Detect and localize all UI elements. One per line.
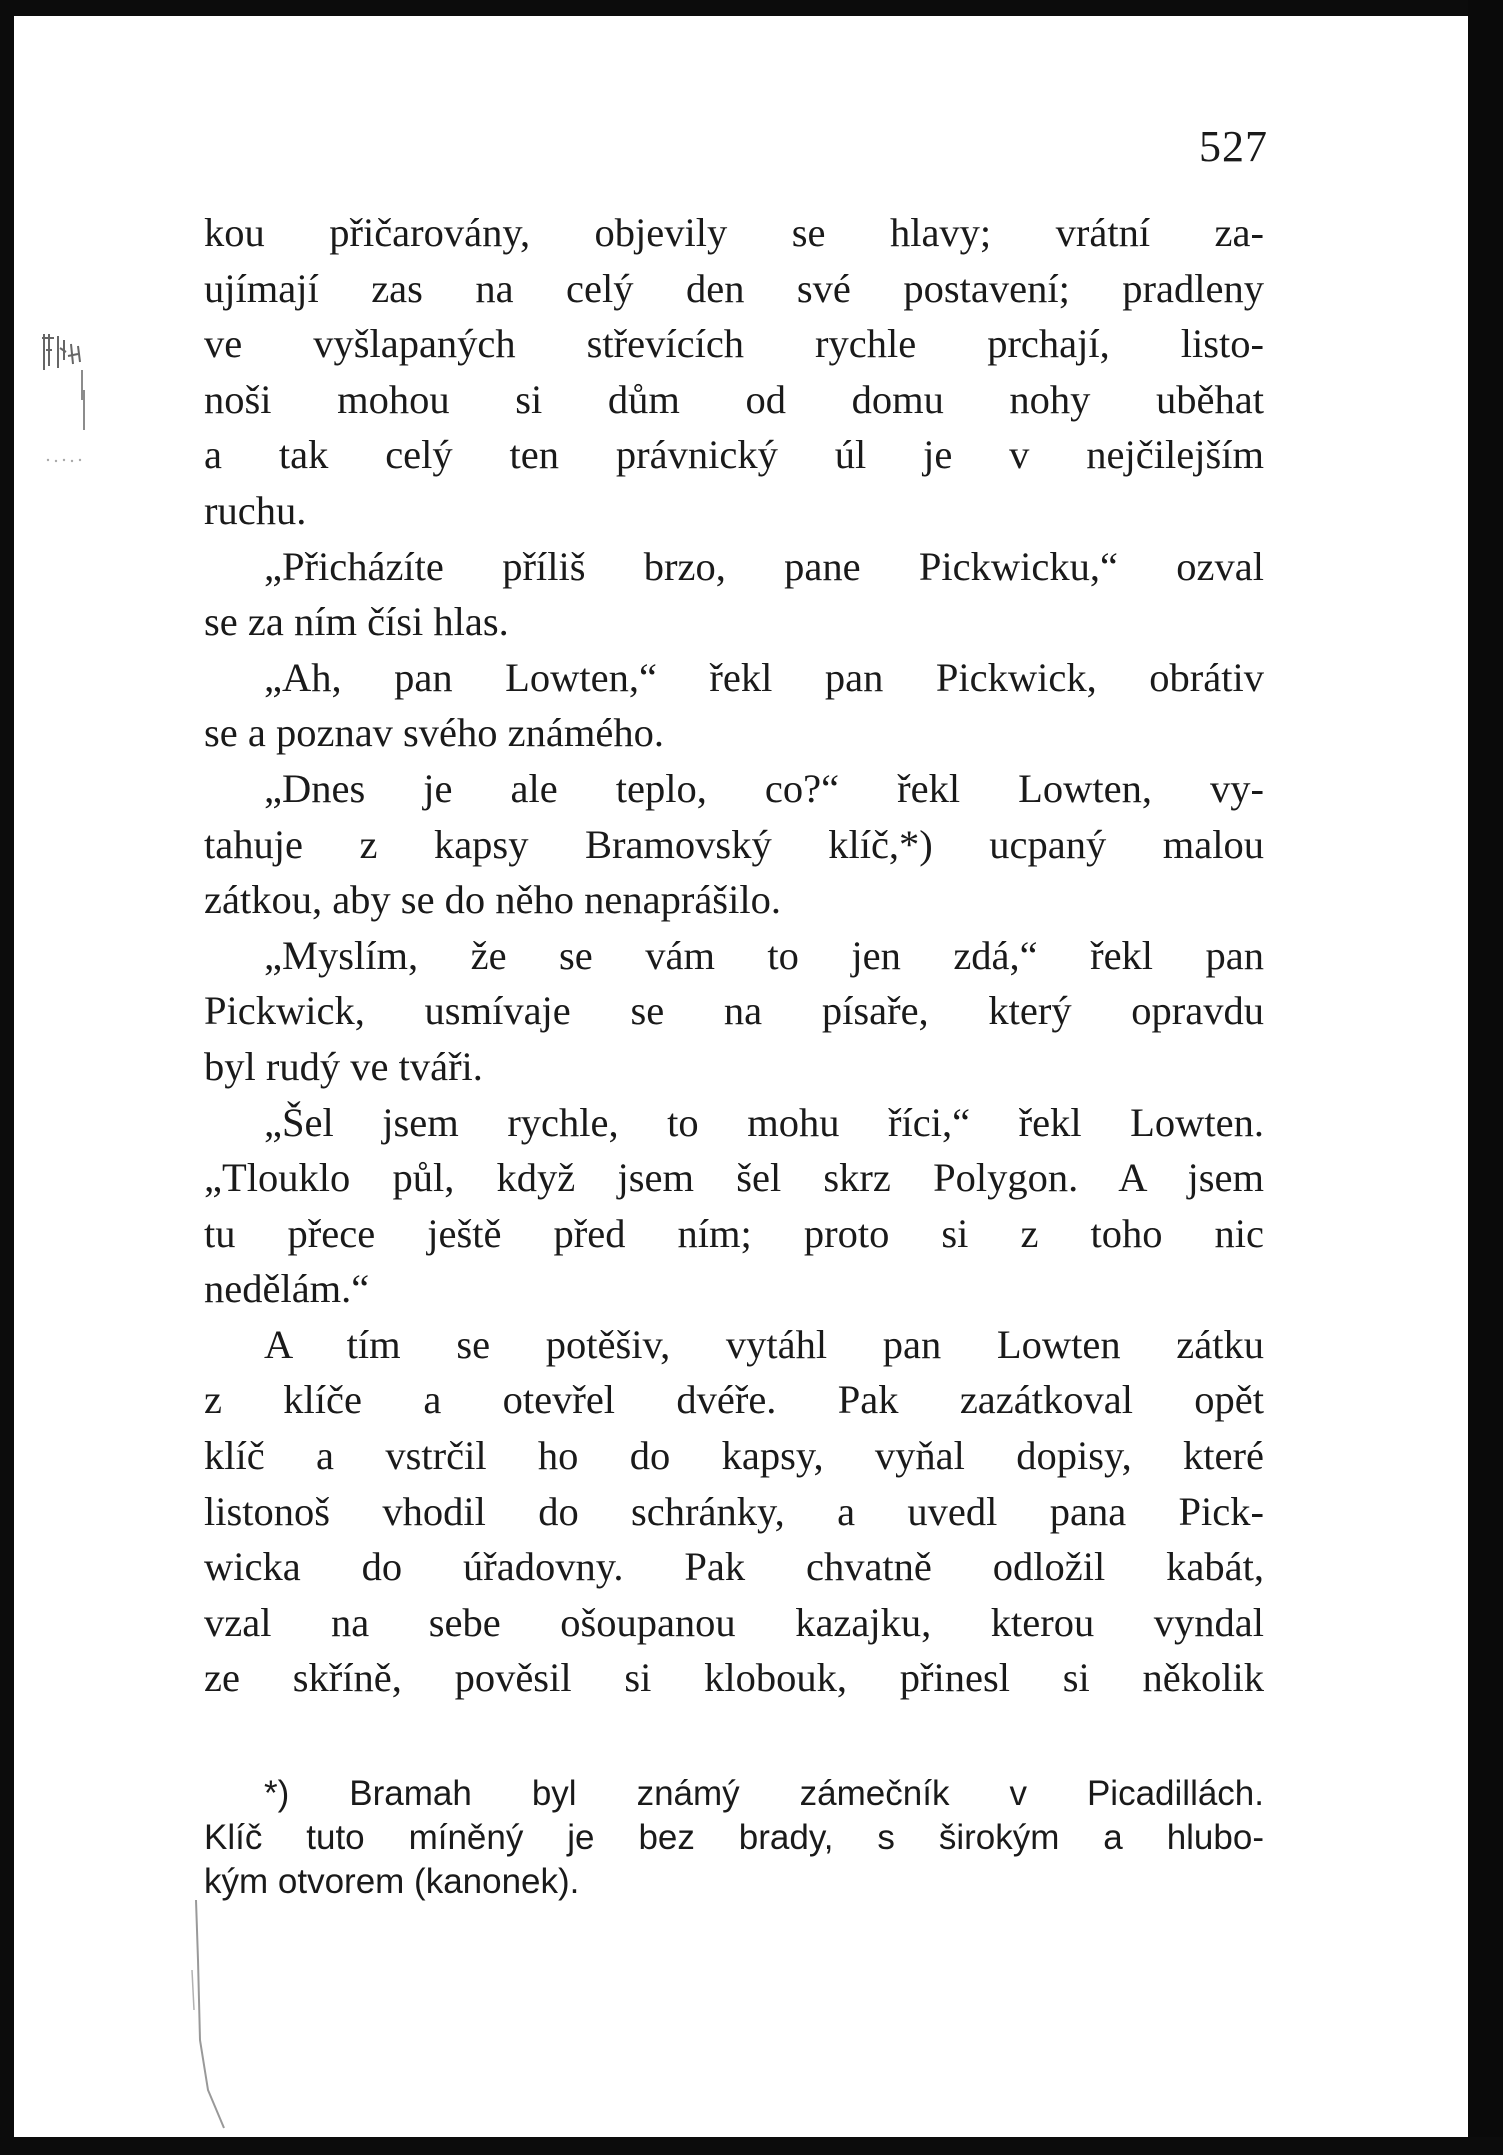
text-line: „Šel jsem rychle, to mohu říci,“ řekl Lowten. — [264, 1099, 1264, 1145]
text-line: se a poznav svého známého. — [204, 710, 664, 756]
scan-border-top — [0, 0, 1503, 16]
scan-border-bottom — [0, 2137, 1503, 2155]
text-line: ze skříně, pověsil si klobouk, přinesl si několik — [204, 1655, 1264, 1701]
text-line: nedělám.“ — [204, 1266, 370, 1312]
text-line: „Dnes je ale teplo, co?“ řekl Lowten, vy- — [264, 765, 1264, 811]
scan-border-left — [0, 0, 14, 2155]
text-line: „Myslím, že se vám to jen zdá,“ řekl pan — [264, 932, 1264, 978]
footnote-line: Klíč tuto míněný je bez brady, s širokým a hlubo- — [204, 1818, 1264, 1857]
text-line: A tím se potěšiv, vytáhl pan Lowten zátku — [264, 1321, 1264, 1367]
body-text — [204, 205, 1264, 1706]
text-line: ruchu. — [204, 487, 307, 533]
scan-artifact-line — [190, 1900, 250, 2130]
text-line: Pickwick, usmívaje se na písaře, který opravdu — [204, 988, 1264, 1034]
bleed-through-marks — [38, 330, 88, 470]
text-line: „Tlouklo půl, když jsem šel skrz Polygon. A jsem — [204, 1155, 1264, 1201]
text-line: a tak celý ten právnický úl je v nejčilejším — [204, 432, 1264, 478]
text-line: se za ním čísi hlas. — [204, 599, 509, 645]
text-line: byl rudý ve tváři. — [204, 1043, 483, 1089]
text-line: ujímají zas na celý den své postavení; pradleny — [204, 265, 1264, 311]
footnote — [204, 1772, 1264, 1904]
text-line: kou přičarovány, objevily se hlavy; vrátní za- — [204, 210, 1264, 255]
text-line: noši mohou si dům od domu nohy uběhat — [204, 376, 1264, 422]
text-line: listonoš vhodil do schránky, a uvedl pana Pick- — [204, 1488, 1264, 1534]
scan-border-right — [1468, 0, 1503, 2155]
text-line: tu přece ještě před ním; proto si z toho nic — [204, 1210, 1264, 1256]
text-line: „Ah, pan Lowten,“ řekl pan Pickwick, obrátiv — [264, 654, 1264, 700]
page-number: 527 — [1199, 122, 1268, 171]
footnote-line: *) Bramah byl známý zámečník v Picadillách. — [264, 1774, 1264, 1813]
text-line: ve vyšlapaných střevících rychle prchají, listo- — [204, 321, 1264, 367]
text-line: tahuje z kapsy Bramovský klíč,*) ucpaný malou — [204, 821, 1264, 867]
text-line: klíč a vstrčil ho do kapsy, vyňal dopisy, které — [204, 1433, 1264, 1479]
text-line: zátkou, aby se do něho nenaprášilo. — [204, 877, 781, 923]
text-line: vzal na sebe ošoupanou kazajku, kterou vyndal — [204, 1599, 1264, 1645]
text-line: wicka do úřadovny. Pak chvatně odložil kabát, — [204, 1544, 1264, 1590]
text-line: z klíče a otevřel dvéře. Pak zazátkoval opět — [204, 1377, 1264, 1423]
footnote-line: kým otvorem (kanonek). — [204, 1862, 580, 1901]
text-line: „Přicházíte příliš brzo, pane Pickwicku,“ ozval — [264, 543, 1264, 589]
